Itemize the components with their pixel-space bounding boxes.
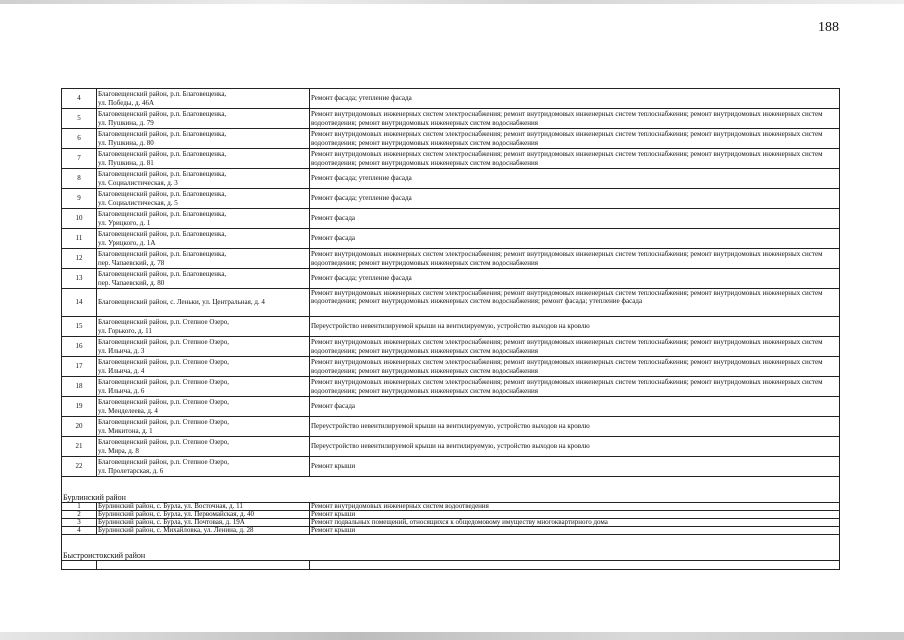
row-number: 21 [62, 437, 97, 457]
scan-edge-bottom [0, 632, 904, 640]
row-number: 7 [62, 149, 97, 169]
row-address [97, 209, 310, 229]
row-work: Ремонт крыши [310, 527, 840, 535]
repair-program-table [61, 88, 840, 570]
row-number: 14 [62, 289, 97, 317]
address-line-2: ул. Ильича, д. 3 [98, 346, 145, 355]
table-row [62, 89, 840, 109]
row-address [97, 109, 310, 129]
row-work: Ремонт фасада; утепление фасада [310, 89, 840, 109]
row-number: 11 [62, 229, 97, 249]
address-line-1: Благовещенский район, р.п. Степное Озеро, [98, 318, 230, 327]
row-address [97, 357, 310, 377]
address-line-2: пер. Чапаевский, д. 80 [98, 278, 165, 287]
address-line-2: ул. Горького, д. 11 [98, 326, 152, 335]
table-row [62, 437, 840, 457]
row-work: Ремонт внутридомовых инженерных систем водоотведения [310, 503, 840, 511]
row-address [97, 189, 310, 209]
address-line-1: Благовещенский район, р.п. Благовещенка, [98, 90, 227, 99]
row-number: 16 [62, 337, 97, 357]
address-line-1: Благовещенский район, р.п. Благовещенка, [98, 110, 227, 119]
row-number: 17 [62, 357, 97, 377]
address-line-2: ул. Урицкого, д. 1А [98, 238, 156, 247]
table-row [62, 519, 840, 527]
row-work: Ремонт внутридомовых инженерных систем электроснабжения; ремонт внутридомовых инженерных систем теплоснабжения; ремонт внутридомовых инженерных систем водоотведения; ремонт внутридомовых инженерных систем водоснабжения [310, 337, 840, 357]
table-row [62, 289, 840, 317]
address-line-1: Благовещенский район, р.п. Благовещенка, [98, 230, 227, 239]
address-line-1: Благовещенский район, р.п. Благовещенка, [98, 270, 227, 279]
row-work: Ремонт внутридомовых инженерных систем электроснабжения; ремонт внутридомовых инженерных систем теплоснабжения; ремонт внутридомовых инженерных систем водоотведения; ремонт внутридомовых инженерных систем водоснабжения [310, 249, 840, 269]
table-row [62, 189, 840, 209]
row-number: 10 [62, 209, 97, 229]
row-address [97, 437, 310, 457]
section-gap [62, 535, 840, 549]
row-number: 12 [62, 249, 97, 269]
row-number: 6 [62, 129, 97, 149]
row-number: 8 [62, 169, 97, 189]
table-row [62, 249, 840, 269]
table-row [62, 511, 840, 519]
row-number: 19 [62, 397, 97, 417]
row-work: Ремонт фасада [310, 229, 840, 249]
row-address: Бурлинский район, с. Бурла, ул. Восточная, д. 11 [97, 503, 310, 511]
row-work: Ремонт внутридомовых инженерных систем электроснабжения; ремонт внутридомовых инженерных систем теплоснабжения; ремонт внутридомовых инженерных систем водоотведения; ремонт внутридомовых инженерных систем водоснабжения [310, 377, 840, 397]
district-heading-burlinsky: Бурлинский район [62, 490, 840, 503]
table-row [62, 503, 840, 511]
row-number: 18 [62, 377, 97, 397]
address-line-2: ул. Мира, д. 8 [98, 446, 139, 455]
table-row [62, 129, 840, 149]
address-line-2: ул. Пушкина, д. 80 [98, 138, 154, 147]
address-line-2: ул. Пушкина, д. 79 [98, 118, 154, 127]
row-number: 5 [62, 109, 97, 129]
row-address [97, 149, 310, 169]
row-address [97, 249, 310, 269]
row-work: Ремонт внутридомовых инженерных систем электроснабжения; ремонт внутридомовых инженерных систем теплоснабжения; ремонт внутридомовых инженерных систем водоотведения; ремонт внутридомовых инженерных систем водоснабжения [310, 357, 840, 377]
row-address: Бурлинский район, с. Михайловка, ул. Ленина, д. 28 [97, 527, 310, 535]
row-work: Ремонт крыши [310, 511, 840, 519]
address-line-1: Благовещенский район, р.п. Степное Озеро, [98, 378, 230, 387]
row-work: Ремонт подвальных помещений, относящихся к общедомовому имуществу многоквартирного дома [310, 519, 840, 527]
row-number: 4 [62, 89, 97, 109]
row-work: Ремонт фасада [310, 209, 840, 229]
address-line-1: Благовещенский район, р.п. Степное Озеро, [98, 458, 230, 467]
row-work: Переустройство невентилируемой крыши на вентилируемую, устройство выходов на кровлю [310, 417, 840, 437]
row-work: Ремонт крыши [310, 457, 840, 477]
row-number: 4 [62, 527, 97, 535]
address-line-2: ул. Победы, д. 46А [98, 98, 155, 107]
row-address [97, 169, 310, 189]
district-heading-row [62, 490, 840, 503]
table-row-empty [62, 561, 840, 570]
table-row [62, 397, 840, 417]
row-address: Бурлинский район, с. Бурла, ул. Почтовая, д. 19А [97, 519, 310, 527]
row-number: 1 [62, 503, 97, 511]
row-address: Бурлинский район, с. Бурла, ул. Первомайская, д. 40 [97, 511, 310, 519]
address-line-1: Благовещенский район, р.п. Степное Озеро, [98, 338, 230, 347]
table-row [62, 337, 840, 357]
table-row [62, 377, 840, 397]
address-line-1: Благовещенский район, р.п. Степное Озеро, [98, 418, 230, 427]
table-row [62, 109, 840, 129]
table-row [62, 209, 840, 229]
row-work: Переустройство невентилируемой крыши на вентилируемую, устройство выходов на кровлю [310, 437, 840, 457]
page-number: 188 [818, 20, 839, 35]
table-row [62, 457, 840, 477]
table-row [62, 229, 840, 249]
address-line-2: ул. Менделеева, д. 4 [98, 406, 158, 415]
table-row [62, 169, 840, 189]
address-line-2: ул. Социалистическая, д. 3 [98, 178, 178, 187]
row-work: Ремонт внутридомовых инженерных систем электроснабжения; ремонт внутридомовых инженерных систем теплоснабжения; ремонт внутридомовых инженерных систем водоотведения; ремонт внутридомовых инженерных систем водоснабжения [310, 109, 840, 129]
address-line-2: ул. Ильича, д. 6 [98, 386, 145, 395]
address-line-1: Благовещенский район, р.п. Степное Озеро, [98, 398, 230, 407]
district-heading-row [62, 548, 840, 561]
address-line-1: Благовещенский район, р.п. Благовещенка, [98, 150, 227, 159]
row-work: Ремонт внутридомовых инженерных систем электроснабжения; ремонт внутридомовых инженерных систем теплоснабжения; ремонт внутридомовых инженерных систем водоотведения; ремонт внутридомовых инженерных систем водоснабжения [310, 149, 840, 169]
table-row [62, 357, 840, 377]
row-address [97, 89, 310, 109]
row-number: 2 [62, 511, 97, 519]
address-line-2: ул. Социалистическая, д. 5 [98, 198, 178, 207]
address-line-1: Благовещенский район, р.п. Степное Озеро, [98, 438, 230, 447]
row-number: 9 [62, 189, 97, 209]
address-line-2: ул. Пушкина, д. 81 [98, 158, 154, 167]
row-work: Ремонт фасада [310, 397, 840, 417]
address-line-1: Благовещенский район, р.п. Благовещенка, [98, 130, 227, 139]
row-address [97, 317, 310, 337]
section-gap [62, 477, 840, 491]
row-work: Ремонт фасада; утепление фасада [310, 269, 840, 289]
row-number: 20 [62, 417, 97, 437]
table-row [62, 527, 840, 535]
address-line-2: ул. Урицкого, д. 1 [98, 218, 151, 227]
address-line-1: Благовещенский район, с. Леньки, ул. Центральная, д. 4 [98, 298, 265, 307]
row-address [97, 417, 310, 437]
address-line-2: ул. Микитона, д. 1 [98, 426, 153, 435]
address-line-1: Благовещенский район, р.п. Благовещенка, [98, 190, 227, 199]
district-heading-bystroistoksky: Быстроистокский район [62, 548, 840, 561]
row-number: 13 [62, 269, 97, 289]
table-row [62, 149, 840, 169]
address-line-1: Благовещенский район, р.п. Благовещенка, [98, 170, 227, 179]
address-line-1: Благовещенский район, р.п. Степное Озеро, [98, 358, 230, 367]
address-line-2: ул. Ильича, д. 4 [98, 366, 145, 375]
row-number: 15 [62, 317, 97, 337]
row-address [97, 397, 310, 417]
row-address [97, 229, 310, 249]
row-address [97, 457, 310, 477]
table-row [62, 269, 840, 289]
row-address [97, 129, 310, 149]
row-address [97, 337, 310, 357]
row-address [97, 377, 310, 397]
table-row [62, 317, 840, 337]
scan-edge-top [0, 0, 904, 4]
row-work: Ремонт внутридомовых инженерных систем электроснабжения; ремонт внутридомовых инженерных систем теплоснабжения; ремонт внутридомовых инженерных систем водоотведения; ремонт внутридомовых инженерных систем водоснабжения [310, 129, 840, 149]
address-line-2: ул. Пролетарская, д. 6 [98, 466, 164, 475]
row-number: 3 [62, 519, 97, 527]
row-number: 22 [62, 457, 97, 477]
row-address [97, 289, 310, 317]
table-row [62, 417, 840, 437]
row-work: Ремонт внутридомовых инженерных систем электроснабжения; ремонт внутридомовых инженерных систем теплоснабжения; ремонт внутридомовых инженерных систем водоотведения; ремонт внутридомовых инженерных систем водоснабжения; ремонт фасада; утепление фасада [310, 289, 840, 317]
row-work: Ремонт фасада; утепление фасада [310, 169, 840, 189]
row-address [97, 269, 310, 289]
address-line-1: Благовещенский район, р.п. Благовещенка, [98, 250, 227, 259]
row-work: Ремонт фасада; утепление фасада [310, 189, 840, 209]
address-line-1: Благовещенский район, р.п. Благовещенка, [98, 210, 227, 219]
address-line-2: пер. Чапаевский, д. 78 [98, 258, 165, 267]
row-work: Переустройство невентилируемой крыши на вентилируемую, устройство выходов на кровлю [310, 317, 840, 337]
